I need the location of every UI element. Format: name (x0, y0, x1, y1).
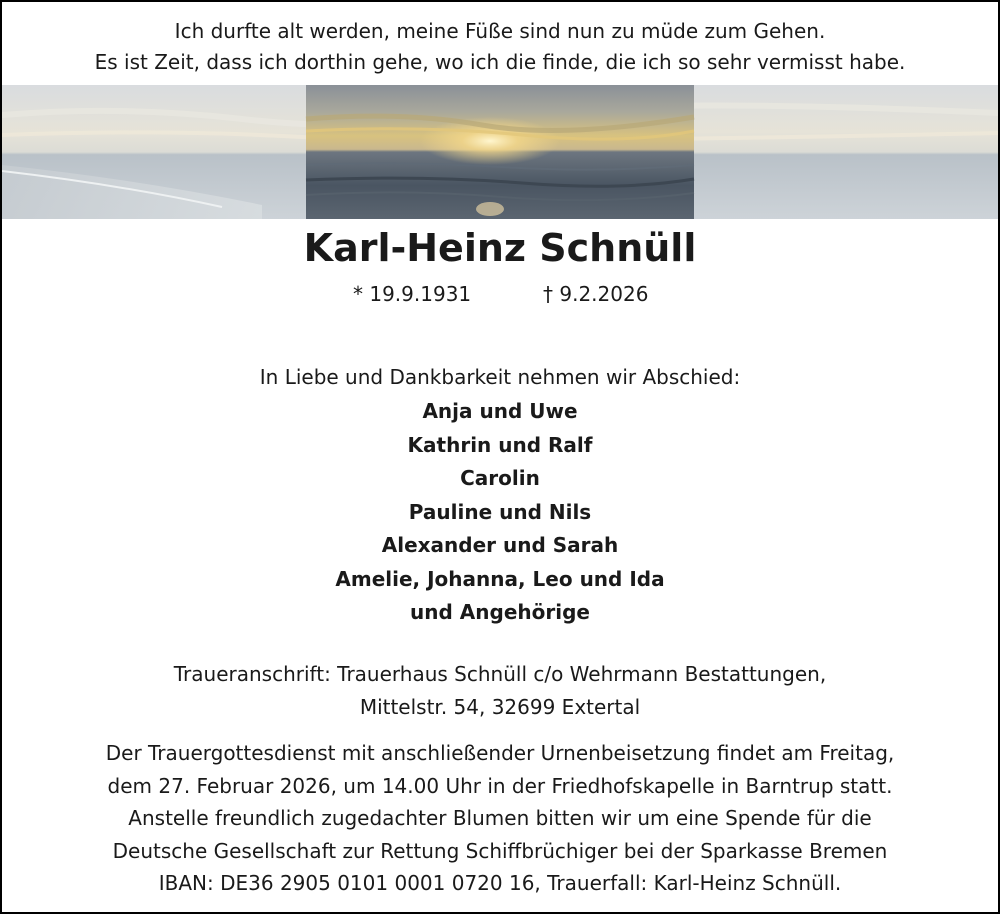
death-date: † 9.2.2026 (543, 282, 649, 306)
deceased-name: Karl-Heinz Schnüll (303, 226, 697, 270)
poem-line-1: Ich durfte alt werden, meine Füße sind nun zu müde zum Gehen. (174, 19, 826, 43)
mourning-address (2, 658, 998, 724)
service-info (2, 737, 998, 900)
mourner-name: Anja und Uwe (422, 399, 578, 423)
service-line: IBAN: DE36 2905 0101 0001 0720 16, Trauerfall: Karl-Heinz Schnüll. (158, 871, 842, 895)
service-line: Deutsche Gesellschaft zur Rettung Schiffbrüchiger bei der Sparkasse Bremen (112, 838, 888, 863)
address-line-2: Mittelstr. 54, 32699 Extertal (359, 695, 641, 719)
mourner-name: Carolin (460, 466, 540, 490)
poem (2, 16, 998, 78)
sunset-sea-banner (2, 85, 998, 219)
farewell-intro: In Liebe und Dankbarkeit nehmen wir Abschied: (259, 365, 741, 389)
mourner-name: Kathrin und Ralf (407, 432, 593, 457)
mourner-name: Alexander und Sarah (381, 533, 619, 557)
service-line: Der Trauergottesdienst mit anschließender Urnenbeisetzung findet am Freitag, (105, 741, 895, 765)
poem-line-2: Es ist Zeit, dass ich dorthin gehe, wo ich die finde, die ich so sehr vermisst habe. (94, 50, 906, 74)
mourner-name: Pauline und Nils (408, 499, 592, 524)
service-line: dem 27. Februar 2026, um 14.00 Uhr in der Friedhofskapelle in Barntrup statt. (107, 773, 893, 798)
service-line: Anstelle freundlich zugedachter Blumen bitten wir um eine Spende für die (128, 806, 872, 830)
address-line-1: Traueranschrift: Trauerhaus Schnüll c/o Wehrmann Bestattungen, (173, 662, 827, 686)
mourner-list (2, 395, 998, 630)
birth-date: * 19.9.1931 (353, 282, 472, 306)
mourner-name: Amelie, Johanna, Leo und Ida (335, 566, 665, 591)
mourner-name: und Angehörige (410, 600, 590, 624)
